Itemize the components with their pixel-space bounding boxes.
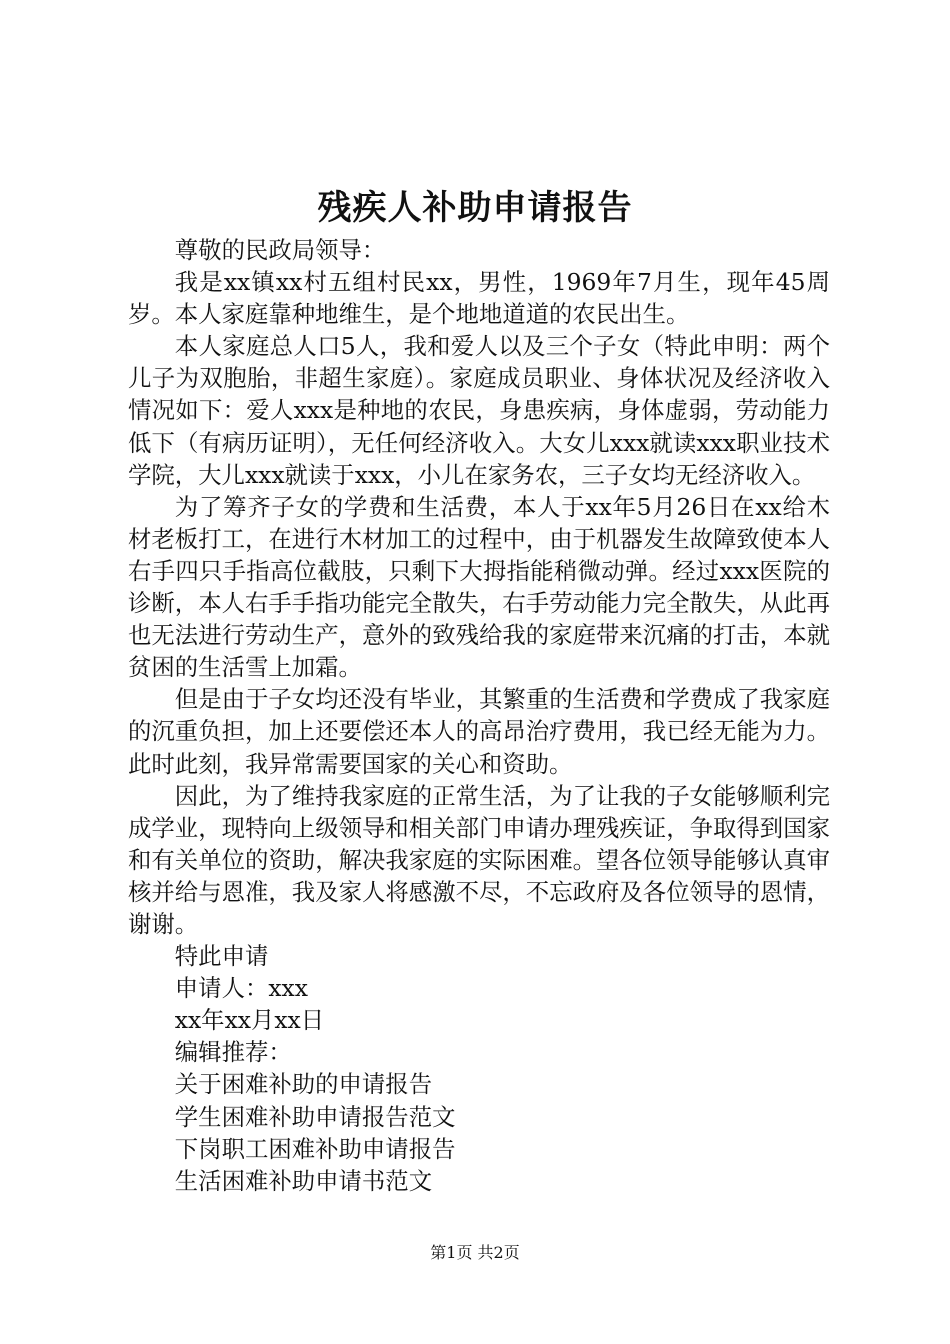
applicant-line: 申请人：xxx <box>174 974 308 1003</box>
recommended-link-1[interactable]: 关于困难补助的申请报告 <box>174 1070 433 1099</box>
page-footer: 第1页 共2页 <box>430 1243 520 1262</box>
date-line: xx年xx月xx日 <box>174 1006 325 1035</box>
recommended-link-4[interactable]: 生活困难补助申请书范文 <box>174 1166 433 1195</box>
closing-text: 特此申请 <box>174 942 269 971</box>
document-title: 残疾人补助申请报告 <box>317 188 633 228</box>
salutation: 尊敬的民政局领导： <box>174 236 386 264</box>
document-body <box>128 234 830 1197</box>
paragraph-2: 本人家庭总人口5人，我和爱人以及三个子女（特此申明：两个儿子为双胞胎，非超生家庭）。家庭成员职业、身体状况及经济收入情况如下：爱人xxx是种地的农民，身患疾病，身体虚弱，劳动能力低下（有病历证明），无任何经济收入。大女儿xxx就读xxx职业技术学院，大儿xxx就读于xxx，小儿在家务农，三子女均无经济收入。 <box>128 332 830 489</box>
paragraph-3: 为了筹齐子女的学费和生活费，本人于xx年5月26日在xx给木材老板打工，在进行木材加工的过程中，由于机器发生故障致使本人右手四只手指高位截肢，只剩下大拇指能稍微动弹。经过xxx医院的诊断，本人右手手指功能完全散失，右手劳动能力完全散失，从此再也无法进行劳动生产，意外的致残给我的家庭带来沉痛的打击，本就贫困的生活雪上加霜。 <box>128 492 830 682</box>
paragraph-1: 我是xx镇xx村五组村民xx，男性，1969年7月生，现年45周岁。本人家庭靠种地维生，是个地地道道的农民出生。 <box>128 268 830 329</box>
recommend-label: 编辑推荐： <box>174 1038 292 1067</box>
paragraph-4: 但是由于子女均还没有毕业，其繁重的生活费和学费成了我家庭的沉重负担，加上还要偿还本人的高昂治疗费用，我已经无能为力。此时此刻，我异常需要国家的关心和资助。 <box>128 685 830 778</box>
paragraph-5: 因此，为了维持我家庭的正常生活，为了让我的子女能够顺利完成学业，现特向上级领导和相关部门申请办理残疾证，争取得到国家和有关单位的资助，解决我家庭的实际困难。望各位领导能够认真审核并给与恩准，我及家人将感激不尽，不忘政府及各位领导的恩情，谢谢。 <box>128 781 830 938</box>
recommended-link-3[interactable]: 下岗职工困难补助申请报告 <box>174 1134 456 1163</box>
recommended-link-2[interactable]: 学生困难补助申请报告范文 <box>174 1102 456 1131</box>
